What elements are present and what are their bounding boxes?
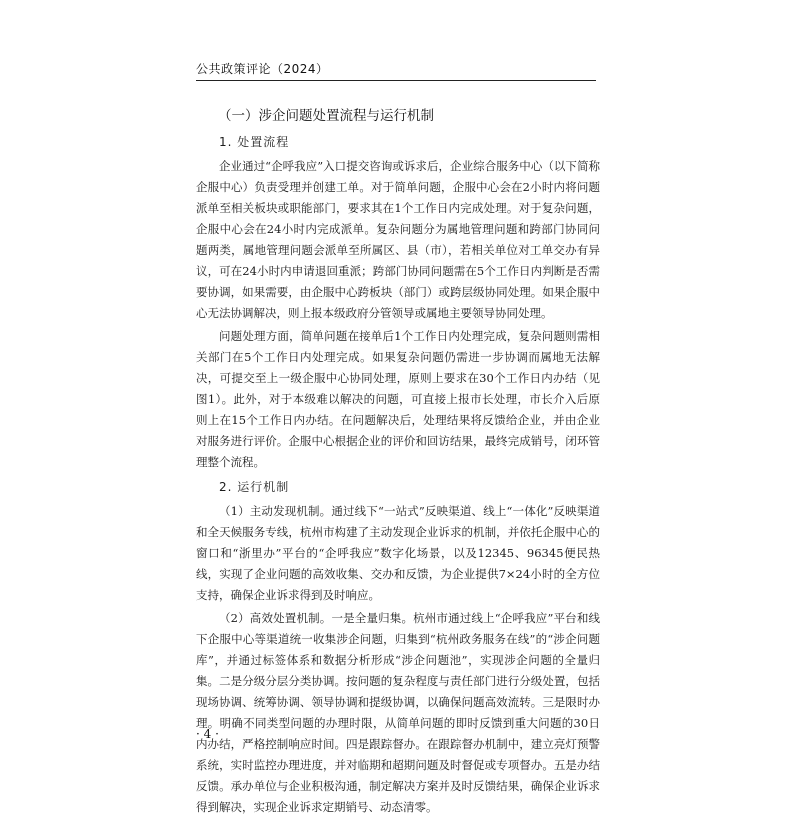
body-text <box>196 132 600 818</box>
paragraph: 企业通过“企呼我应”入口提交咨询或诉求后，企业综合服务中心（以下简称企服中心）负责受理并创建工单。对于简单问题，企服中心会在2小时内将问题派单至相关板块或职能部门，要求其在1个工作日内完成处理。对于复杂问题，企服中心会在24小时内完成派单。复杂问题分为属地管理问题和跨部门协同问题两类，属地管理问题会派单至所属区、县（市），若相关单位对工单交办有异议，可在24小时内申请退回重派；跨部门协同问题需在5个工作日内判断是否需要协调，如果需要，由企服中心跨板块（部门）或跨层级协同处理。如果企服中心无法协调解决，则上报本级政府分管领导或属地主要领导协同处理。 <box>196 159 600 320</box>
subsection-title-mechanism: 2. 运行机制 <box>219 480 290 494</box>
running-header: 公共政策评论（2024） <box>196 62 329 76</box>
paragraph: （1）主动发现机制。通过线下“一站式”反映渠道、线上“一体化”反映渠道和全天候服务专线，杭州市构建了主动发现企业诉求的机制，并依托企服中心的窗口和“浙里办”平台的“企呼我应”数字化场景，以及12345、96345便民热线，实现了企业问题的高效收集、交办和反馈，为企业提供7×24小时的全方位支持，确保企业诉求得到及时响应。 <box>196 504 600 602</box>
subsection-title-process: 1. 处置流程 <box>219 135 290 149</box>
page-number: · 4 · <box>196 727 219 741</box>
paragraph: （2）高效处置机制。一是全量归集。杭州市通过线上“企呼我应”平台和线下企服中心等渠道统一收集涉企问题，归集到“杭州政务服务在线”的“涉企问题库”，并通过标签体系和数据分析形成“涉企问题池”，实现涉企问题的全量归集。二是分级分层分类协调。按问题的复杂程度与责任部门进行分级处置，包括现场协调、统筹协调、领导协调和提级协调，以确保问题高效流转。三是限时办理。明确不同类型问题的办理时限，从简单问题的即时反馈到重大问题的30日内办结，严格控制响应时间。四是跟踪督办。在跟踪督办机制中，建立亮灯预警系统，实时监控办理进度，并对临期和超期问题及时督促或专项督办。五是办结反馈。承办单位与企业积极沟通，制定解决方案并及时反馈结果，确保企业诉求得到解决，实现企业诉求定期销号、动态清零。 <box>196 611 600 814</box>
paragraph: 问题处理方面，简单问题在接单后1个工作日内处理完成，复杂问题则需相关部门在5个工作日内处理完成。如果复杂问题仍需进一步协调而属地无法解决，可提交至上一级企服中心协同处理，原则上要求在30个工作日内办结（见图1）。此外，对于本级难以解决的问题，可直接上报市长处理，市长介入后原则上在15个工作日内办结。在问题解决后，处理结果将反馈给企业，并由企业对服务进行评价。企服中心根据企业的评价和回访结果，最终完成销号，闭环管理整个流程。 <box>196 329 600 469</box>
section-heading: （一）涉企问题处置流程与运行机制 <box>218 108 434 124</box>
header-divider <box>196 80 596 81</box>
